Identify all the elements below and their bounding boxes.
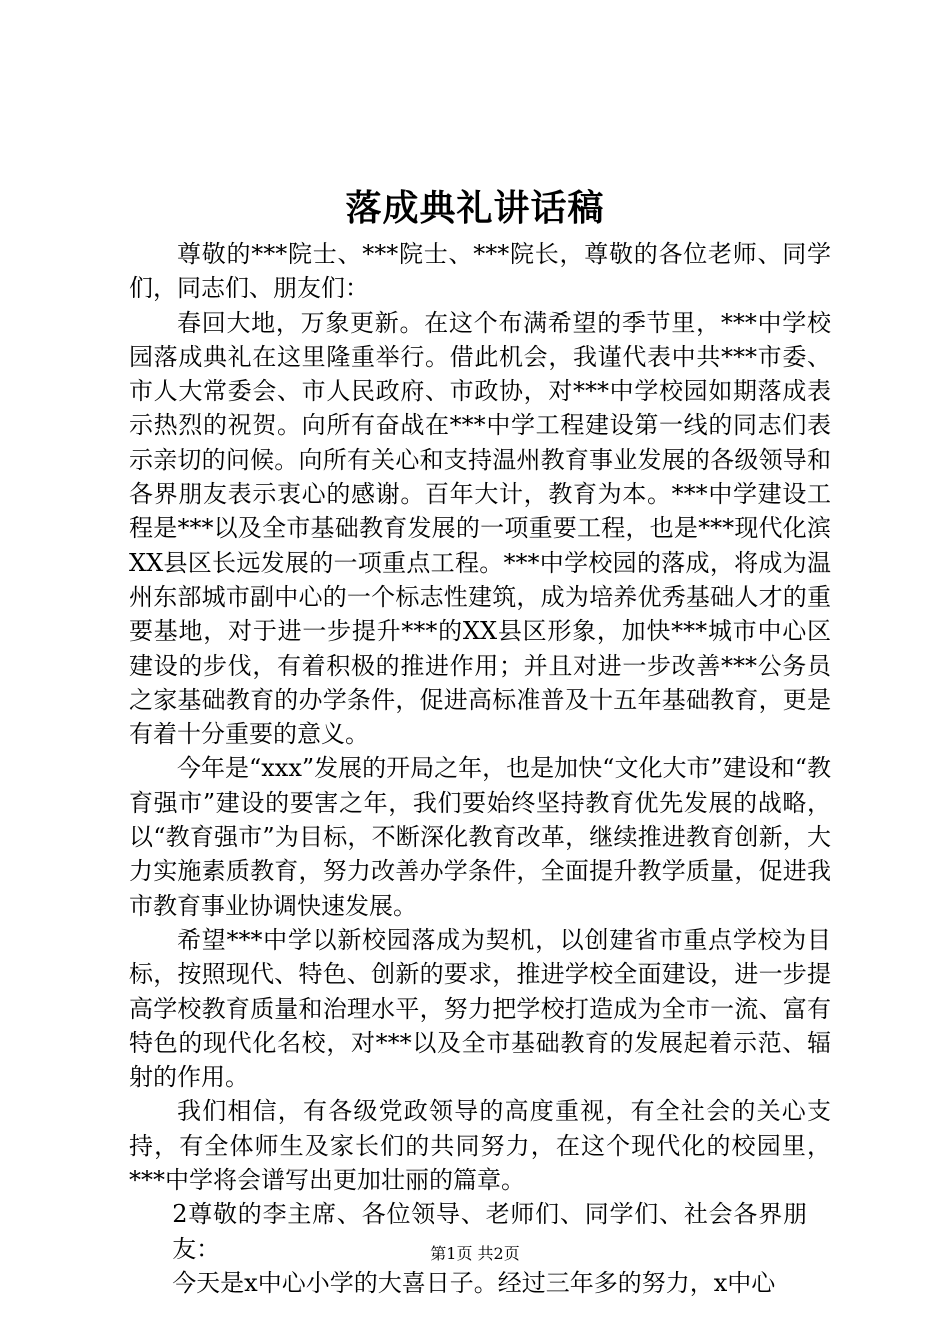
paragraph-last-line: 今天是x中心小学的大喜日子。经过三年多的努力，x中心 [172,1268,776,1297]
paragraph-1: 春回大地，万象更新。在这个布满希望的季节里，***中学校园落成典礼在这里隆重举行。借此机会，我谨代表中共***市委、市人大常委会、市人民政府、市政协，对***中学校园如期落成表示热烈的祝贺。向所有奋战在***中学工程建设第一线的同志们表示亲切的问候。向所有关心和支持温州教育事业发展的各级领导和各界朋友表示衷心的感谢。百年大计，教育为本。***中学建设工程是***以及全市基础教育发展的一项重要工程，也是***现代化滨XX县区长远发展的一项重点工程。***中学校园的落成，将成为温州东部城市副中心的一个标志性建筑，成为培养优秀基础人才的重要基地，对于进一步提升***的XX县区形象，加快***城市中心区建设的步伐，有着积极的推进作用；并且对进一步改善***公务员之家基础教育的办学条件，促进高标准普及十五年基础教育，更是有着十分重要的意义。 [129,308,831,749]
paragraph-salutation: 尊敬的***院士、***院士、***院长，尊敬的各位老师、同学们，同志们、朋友们： [129,240,831,303]
page-title: 落成典礼讲话稿 [345,187,605,229]
document-body [129,237,831,1300]
paragraph-4: 我们相信，有各级党政领导的高度重视，有全社会的关心支持，有全体师生及家长们的共同努力，在这个现代化的校园里，***中学将会谱写出更加壮丽的篇章。 [129,1097,831,1195]
page-number-footer: 第1页 共2页 [430,1244,520,1263]
paragraph-3: 希望***中学以新校园落成为契机，以创建省市重点学校为目标，按照现代、特色、创新的要求，推进学校全面建设，进一步提高学校教育质量和治理水平，努力把学校打造成为全市一流、富有特色的现代化名校，对***以及全市基础教育的发展起着示范、辐射的作用。 [129,925,831,1092]
paragraph-second-salutation: 2尊敬的李主席、各位领导、老师们、同学们、社会各界朋友： [172,1200,807,1263]
paragraph-2: 今年是“xxx”发展的开局之年，也是加快“文化大市”建设和“教育强市”建设的要害之年，我们要始终坚持教育优先发展的战略，以“教育强市”为目标，不断深化教育改革，继续推进教育创新，大力实施素质教育，努力改善办学条件，全面提升教学质量，促进我市教育事业协调快速发展。 [129,754,831,920]
